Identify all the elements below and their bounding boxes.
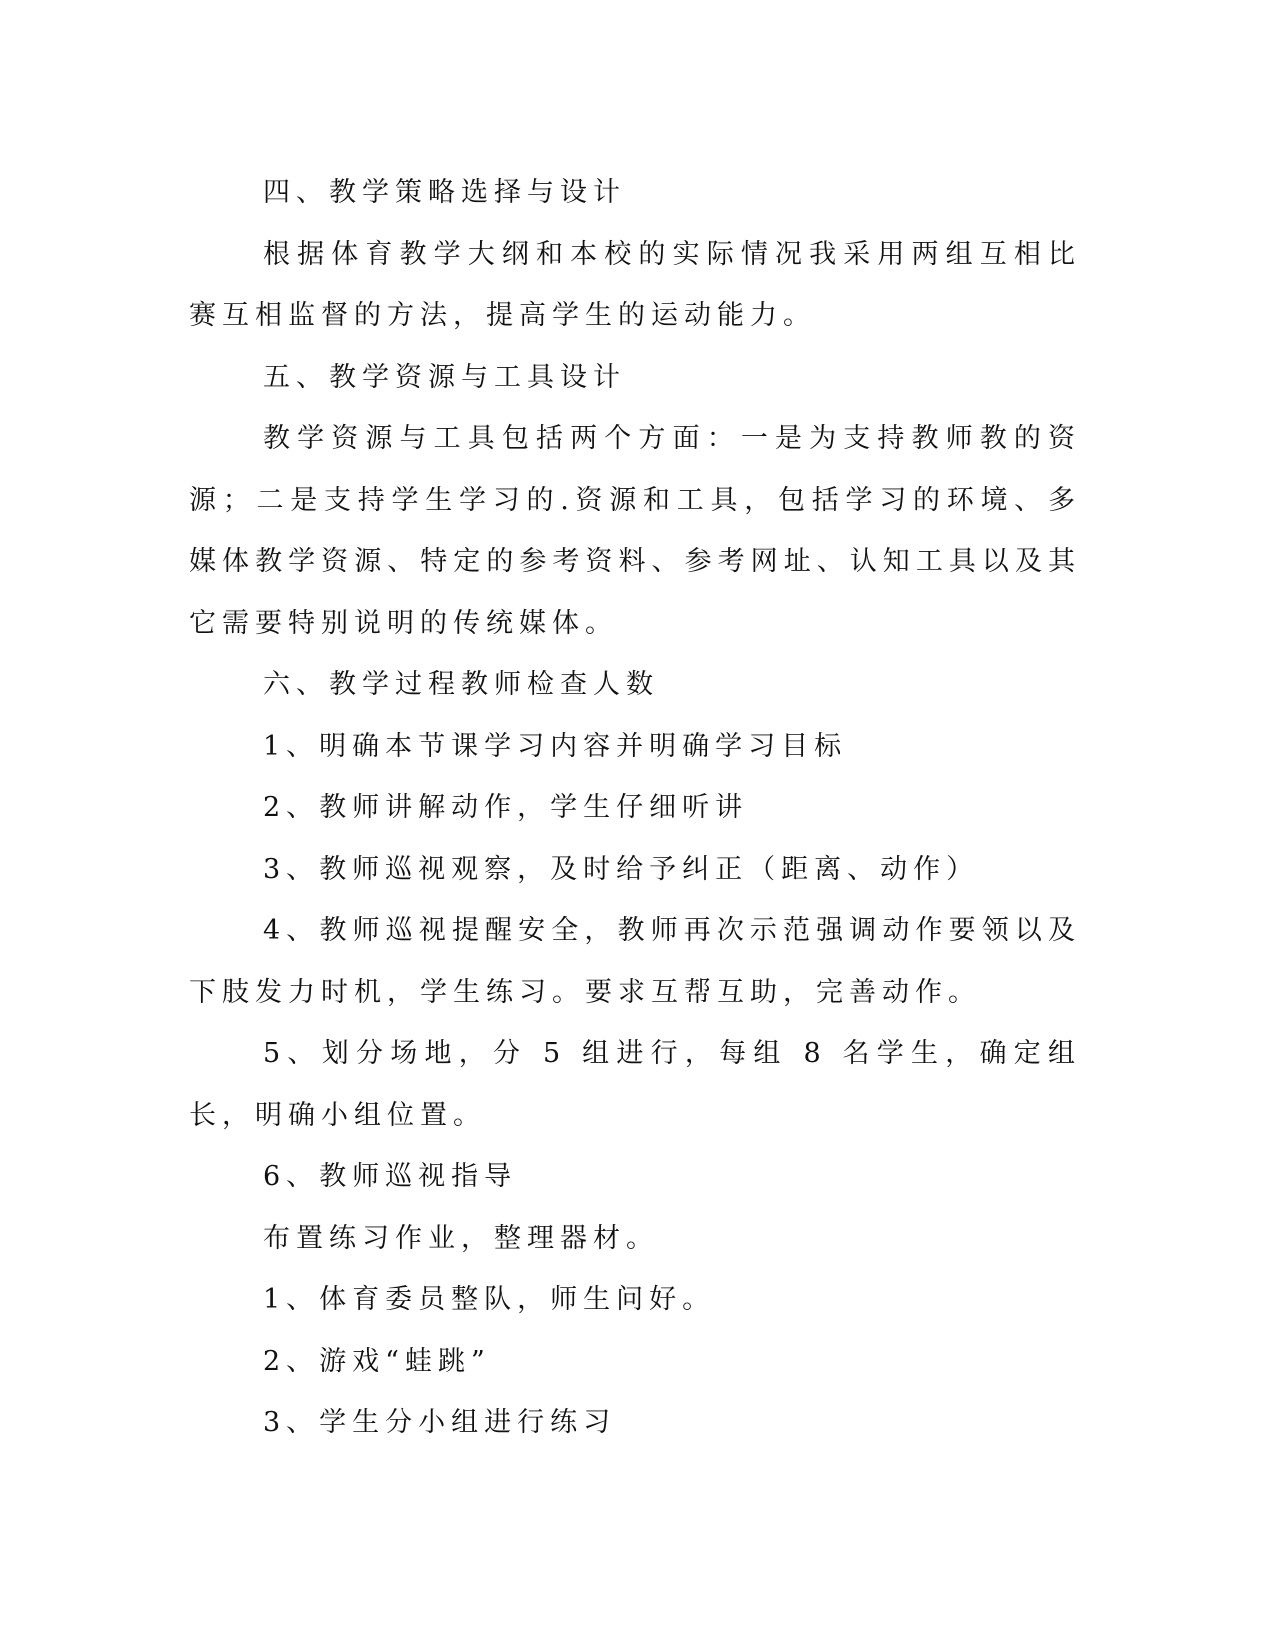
list-item-1: 1、明确本节课学习内容并明确学习目标 bbox=[263, 730, 848, 762]
heading-teaching-strategy: 四、教学策略选择与设计 bbox=[263, 177, 626, 208]
paragraph-strategy-description: 根据体育教学大纲和本校的实际情况我采用两组互相比赛互相监督的方法，提高学生的运动能力。 bbox=[189, 238, 1081, 331]
list-item-6: 6、教师巡视指导 bbox=[263, 1161, 518, 1192]
heading-teaching-process: 六、教学过程教师检查人数 bbox=[263, 669, 659, 700]
list-item-second-2: 2、游戏“蛙跳” bbox=[263, 1345, 491, 1377]
list-item-4: 4、教师巡视提醒安全，教师再次示范强调动作要领以及下肢发力时机，学生练习。要求互帮互助，完善动作。 bbox=[189, 915, 1081, 1008]
paragraph-resources-description: 教学资源与工具包括两个方面：一是为支持教师教的资源；二是支持学生学习的.资源和工具，包括学习的环境、多媒体教学资源、特定的参考资料、参考网址、认知工具以及其它需要特别说明的传统媒体。 bbox=[189, 423, 1081, 639]
paragraph-homework: 布置练习作业，整理器材。 bbox=[263, 1222, 659, 1254]
list-item-second-3: 3、学生分小组进行练习 bbox=[263, 1407, 617, 1438]
heading-teaching-resources: 五、教学资源与工具设计 bbox=[263, 361, 626, 393]
list-item-second-1: 1、体育委员整队，师生问好。 bbox=[263, 1284, 716, 1315]
document-body bbox=[189, 162, 1081, 1454]
list-item-2: 2、教师讲解动作，学生仔细听讲 bbox=[263, 792, 749, 823]
list-item-5: 5、划分场地，分 5 组进行，每组 8 名学生，确定组长，明确小组位置。 bbox=[189, 1038, 1081, 1131]
list-item-3: 3、教师巡视观察，及时给予纠正（距离、动作） bbox=[263, 853, 980, 885]
